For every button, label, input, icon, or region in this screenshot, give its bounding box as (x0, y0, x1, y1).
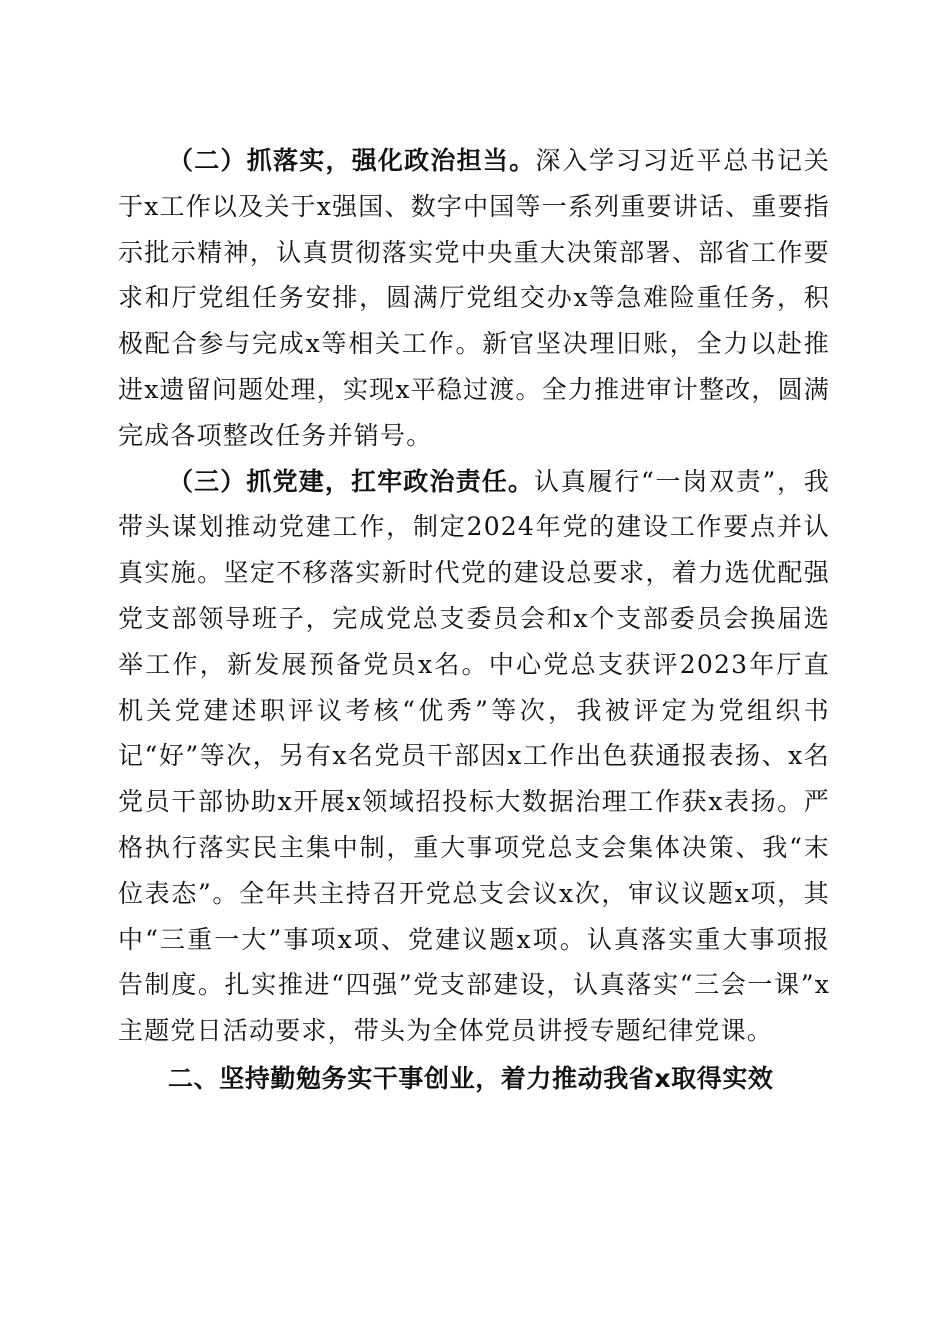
paragraph-implementation (118, 138, 830, 459)
paragraph-party-building (118, 459, 830, 1054)
paragraph-text: 认真履行“一岗双责”，我带头谋划推动党建工作，制定2024年党的建设工作要点并认真实施。坚定不移落实新时代党的建设总要求，着力选优配强党支部领导班子，完成党总支委员会和x个支部委员会换届选举工作，新发展预备党员x名。中心党总支获评2023年厅直机关党建述职评议考核“优秀”等次，我被评定为党组织书记“好”等次，另有x名党员干部因x工作出色获通报表扬、x名党员干部协助x开展x领域招投标大数据治理工作获x表扬。严格执行落实民主集中制，重大事项党总支会集体决策、我“末位表态”。全年共主持召开党总支会议x次，审议议题x项，其中“三重一大”事项x项、党建议题x项。认真落实重大事项报告制度。扎实推进“四强”党支部建设，认真落实“三会一课”x主题党日活动要求，带头为全体党员讲授专题纪律党课。 (118, 466, 830, 1046)
paragraph-lead: （三）抓党建，扛牢政治责任。 (168, 466, 535, 496)
paragraph-text: 深入学习习近平总书记关于x工作以及关于x强国、数字中国等一系列重要讲话、重要指示批示精神，认真贯彻落实党中央重大决策部署、部省工作要求和厅党组任务安排，圆满厅党组交办x等急难险重任务，积极配合参与完成x等相关工作。新官坚决理旧账，全力以赴推进x遗留问题处理，实现x平稳过渡。全力推进审计整改，圆满完成各项整改任务并销号。 (118, 146, 831, 450)
section-heading: 二、坚持勤勉务实干事创业，着力推动我省x取得实效 (168, 1063, 774, 1093)
document-body (118, 138, 830, 1102)
paragraph-lead: （二）抓落实，强化政治担当。 (168, 146, 536, 175)
